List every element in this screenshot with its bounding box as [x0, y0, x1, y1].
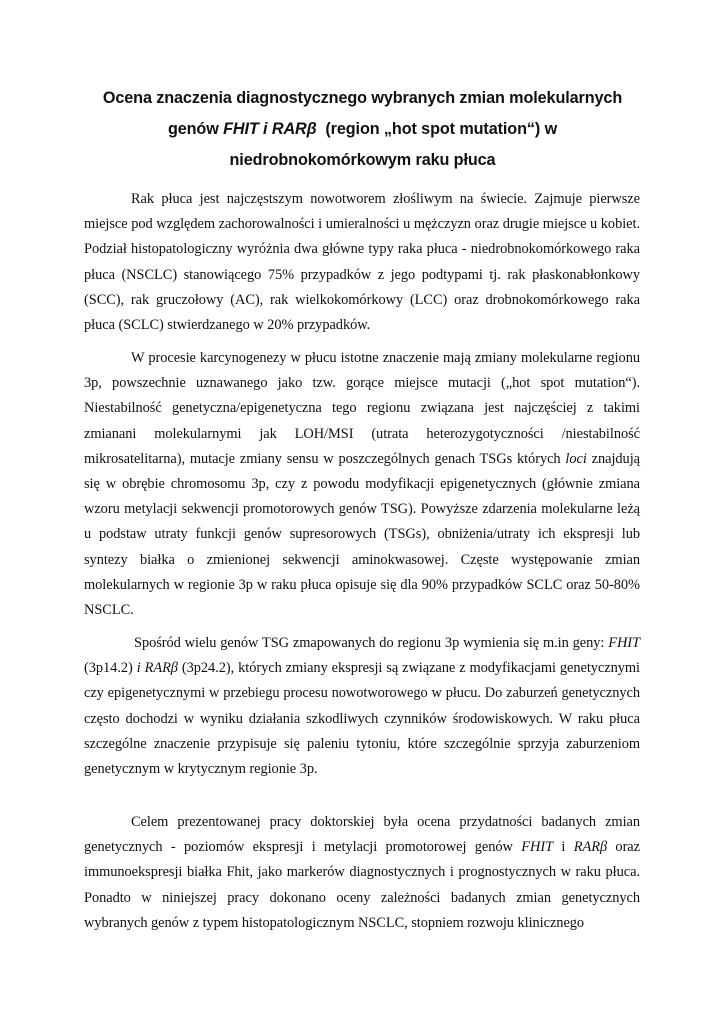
paragraph-4 — [84, 810, 640, 936]
paragraph-4-part-e: oraz immunoekspresji białka Fhit, jako markerów diagnostycznych i prognostycznych w raku płuca. Ponadto w niniejszej pracy dokonano oceny zależności badanych zmian genetycznych wybranych genów z typem histopatologicznym NSCLC, stopniem rozwoju klinicznego — [84, 839, 640, 931]
title-line-3: niedrobnokomórkowym raku płuca — [229, 151, 496, 169]
paragraph-3 — [84, 631, 640, 782]
paragraph-3-fhit: FHIT — [608, 635, 640, 651]
title-line-2-end: (region „hot spot mutation“) w — [316, 120, 558, 138]
paragraph-2-loci: loci — [565, 450, 587, 467]
paragraph-3-part-a: Spośród wielu genów TSG zmapowanych do regionu 3p wymienia się m.in geny: — [134, 635, 609, 651]
paragraph-2-text — [84, 346, 640, 623]
paragraph-4-part-a: Celem prezentowanej pracy doktorskiej była ocena przydatności badanych zmian genetycznych - poziomów ekspresji i metylacji promotorowej genów — [84, 814, 640, 856]
paragraph-2-part-a: W procesie karcynogenezy w płucu istotne znaczenie mają zmiany molekularne regionu 3p, powszechnie uznawanego jako tzw. gorące miejsce mutacji („hot spot mutation“). Niestabilność genetyczna/epigenetyczna tego regionu związana jest najczęściej z takimi zmianani molekularnymi jak LOH/MSI (utrata heterozygotyczności /niestabilność mikrosatelitarna), mutacje zmiany sensu w poszczególnych genach TSGs których — [84, 350, 640, 467]
paragraph-4-rarb: RARβ — [573, 839, 608, 856]
title-line-1: Ocena znaczenia diagnostycznego wybranych zmian molekularnych — [102, 89, 623, 107]
paragraph-3-part-c: (3p14.2) — [84, 660, 137, 677]
paragraph-1-text: Rak płuca jest najczęstszym nowotworem złośliwym na świecie. Zajmuje pierwsze miejsce pod względem zachorowalności i umieralności u mężczyzn oraz drugie miejsce u kobiet. Podział histopatologiczny wyróżnia dwa główne typy raka płuca - niedrobnokomórkowego raka płuca (NSCLC) stanowiącego 75% przypadków z jego podtypami tj. rak płaskonabłonkowy (SCC), rak gruczołowy (AC), rak wielkokomórkowy (LCC) oraz drobnokomórkowego raka płuca (SCLC) stwierdzanego w 20% przypadków. — [84, 191, 640, 334]
paragraph-3-text — [84, 631, 640, 782]
paragraph-4-fhit: FHIT — [521, 839, 554, 856]
paragraph-2 — [84, 346, 640, 623]
paragraph-2-part-c: znajdują się w obrębie chromosomu 3p, czy z powodu modyfikacji epigenetycznych (głównie zmiana wzoru metylacji sekwencji promotorowych genów TSG). Powyższe zdarzenia molekularne leżą u podstaw utraty funkcji genów supresorowych (TSGs), obniżenia/utraty ich ekspresji lub syntezy białka o zmienionej sekwencji aminokwasowej. Częste występowanie zmian molekularnych w regionie 3p w raku płuca opisuje się dla 90% przypadków SCLC oraz 50-80% NSCLC. — [84, 450, 640, 619]
title-line-2-start: genów — [167, 120, 224, 138]
paragraph-3-part-e: (3p24.2), których zmiany ekspresji są związane z modyfikacjami genetycznymi czy epigenetycznymi w przebiegu procesu nowotworowego w płucu. Do zaburzeń genetycznych często dochodzi w wyniku działania szkodliwych czynników środowiskowych. W raku płuca szczególne znaczenie przypisuje się paleniu tytoniu, które szczególnie sprzyja zaburzeniom genetycznym w krytycznym regionie 3p. — [84, 660, 640, 778]
paragraph-4-part-c: i — [553, 839, 574, 856]
document-title — [70, 83, 655, 176]
title-gene-names: FHIT i RARβ — [223, 120, 317, 138]
paragraph-1 — [84, 187, 640, 338]
title-line-2 — [70, 114, 655, 145]
paragraph-4-text — [84, 810, 640, 936]
paragraph-3-rarb: i RARβ — [136, 660, 178, 677]
